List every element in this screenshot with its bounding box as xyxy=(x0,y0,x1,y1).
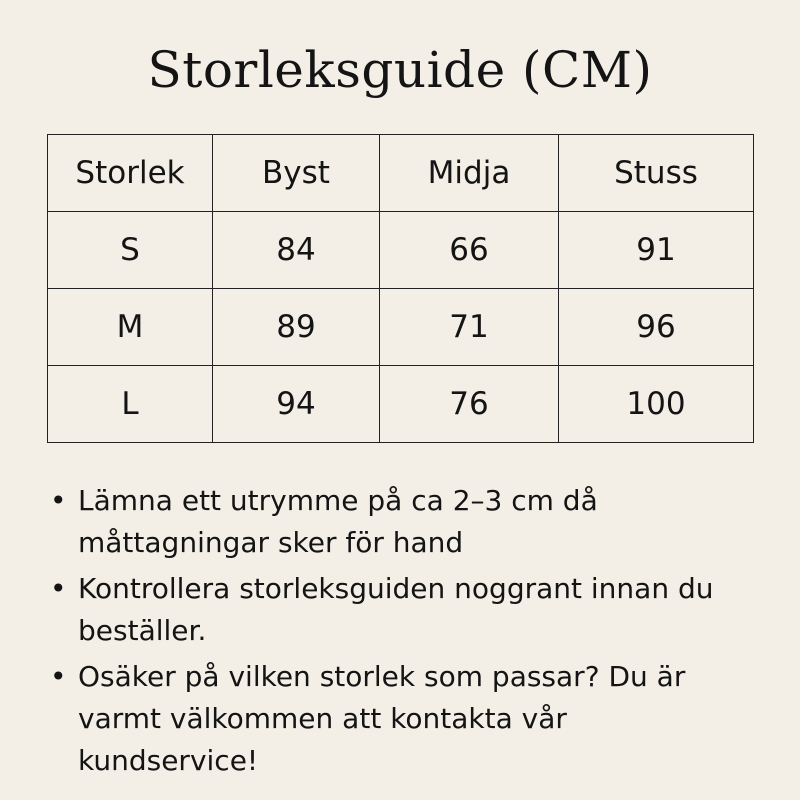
table-cell-bust: 84 xyxy=(213,212,380,289)
table-cell-hip: 100 xyxy=(559,366,754,443)
table-cell-bust: 94 xyxy=(213,366,380,443)
table-row xyxy=(48,212,754,289)
note-text: Osäker på vilken storlek som passar? Du är varmt välkommen att kontakta vår kundservice! xyxy=(78,660,686,777)
table-cell-size: M xyxy=(48,289,213,366)
size-table xyxy=(47,134,754,443)
bullet-icon: • xyxy=(50,484,67,517)
column-header-bust: Byst xyxy=(213,135,380,212)
list-item xyxy=(48,480,738,564)
table-cell-waist: 66 xyxy=(380,212,559,289)
table-cell-bust: 89 xyxy=(213,289,380,366)
column-header-waist: Midja xyxy=(380,135,559,212)
table-cell-size: S xyxy=(48,212,213,289)
table-cell-hip: 96 xyxy=(559,289,754,366)
table-row xyxy=(48,289,754,366)
table-row xyxy=(48,366,754,443)
note-text: Lämna ett utrymme på ca 2–3 cm då måttagningar sker för hand xyxy=(78,484,598,559)
table-cell-size: L xyxy=(48,366,213,443)
table-cell-waist: 71 xyxy=(380,289,559,366)
bullet-icon: • xyxy=(50,572,67,605)
column-header-size: Storlek xyxy=(48,135,213,212)
list-item xyxy=(48,568,738,652)
list-item xyxy=(48,656,738,782)
table-cell-hip: 91 xyxy=(559,212,754,289)
bullet-icon: • xyxy=(50,660,67,693)
table-cell-waist: 76 xyxy=(380,366,559,443)
column-header-hip: Stuss xyxy=(559,135,754,212)
notes-list xyxy=(48,480,738,786)
table-header-row xyxy=(48,135,754,212)
page-title: Storleksguide (CM) xyxy=(147,41,653,99)
note-text: Kontrollera storleksguiden noggrant innan du beställer. xyxy=(78,572,714,647)
